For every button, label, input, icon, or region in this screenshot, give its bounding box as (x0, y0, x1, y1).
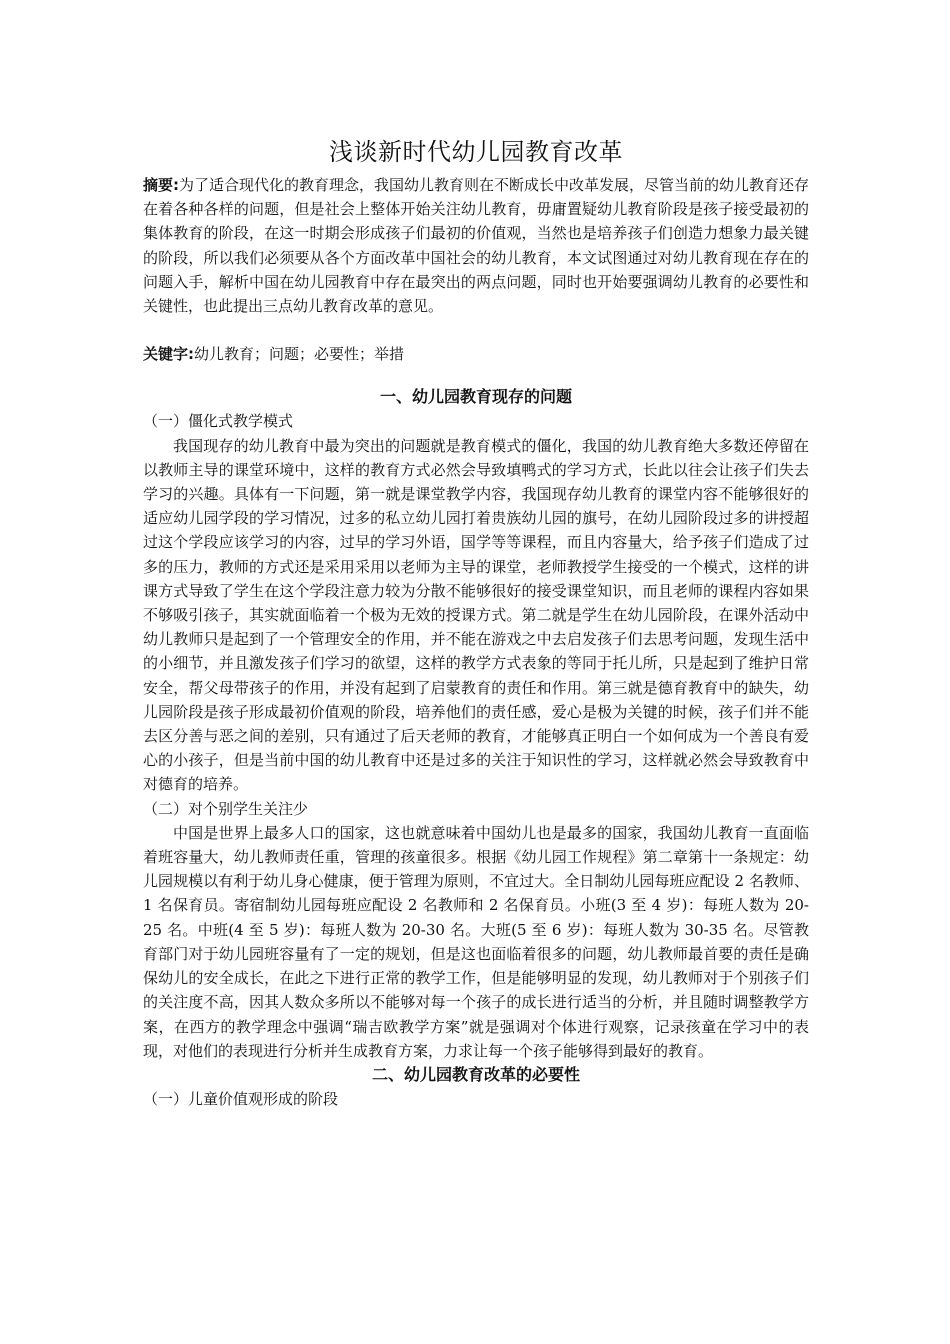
section-1-sub-1-body: 我国现存的幼儿教育中最为突出的问题就是教育模式的僵化，我国的幼儿教育绝大多数还停留在以教师主导的课堂环境中，这样的教育方式必然会导致填鸭式的学习方式，长此以往会让孩子们失去学习的兴趣。具体有一下问题，第一就是课堂教学内容，我国现存幼儿教育的课堂内容不能够很好的适应幼儿园学段的学习情况，过多的私立幼儿园打着贵族幼儿园的旗号，在幼儿园阶段过多的讲授超过这个学段应该学习的内容，过早的学习外语，国学等等课程，而且内容量大，给予孩子们造成了过多的压力，教师的方式还是采用采用以老师为主导的课堂，老师教授学生接受的一个模式，这样的讲课方式导致了学生在这个学段注意力较为分散不能够很好的接受课堂知识，而且老师的课程内容如果不够吸引孩子，其实就面临着一个极为无效的授课方式。第二就是学生在幼儿园阶段，在课外活动中幼儿教师只是起到了一个管理安全的作用，并不能在游戏之中去启发孩子们去思考问题，发现生活中的小细节，并且激发孩子们学习的欲望，这样的教学方式表象的等同于托儿所，只是起到了维护日常安全，帮父母带孩子的作用，并没有起到了启蒙教育的责任和作用。第三就是德育教育中的缺失，幼儿园阶段是孩子形成最初价值观的阶段，培养他们的责任感，爱心是极为关键的时候，孩子们并不能去区分善与恶之间的差别，只有通过了后天老师的教育，才能够真正明白一个如何成为一个善良有爱心的小孩子，但是当前中国的幼儿教育中还是过多的关注于知识性的学习，这样就必然会导致教育中对德育的培养。 (143, 436, 809, 794)
abstract-label: 摘要: (143, 176, 179, 194)
section-2-heading: 二、幼儿园教育改革的必要性 (371, 1064, 580, 1084)
section-1-sub-2-heading: （二）对个别学生关注少 (143, 799, 309, 818)
section-1-sub-2-body: 中国是世界上最多人口的国家，这也就意味着中国幼儿也是最多的国家，我国幼儿教育一直面临着班容量大，幼儿教师责任重，管理的孩童很多。根据《幼儿园工作规程》第二章第十一条规定：幼儿园规模以有利于幼儿身心健康，便于管理为原则，不宜过大。全日制幼儿园每班应配设 2 名教师、1 名保育员。寄宿制幼儿园每班应配设 2 名教师和 2 名保育员。小班(3 至 4 岁)：每班人数为 20-25 名。中班(4 至 5 岁)：每班人数为 20-30 名。大班(5 至 6 岁)：每班人数为 30-35 名。尽管教育部门对于幼儿园班容量有了一定的规划，但是这也面临着很多的问题，幼儿教师最首要的责任是确保幼儿的安全成长，在此之下进行正常的教学工作，但是能够明显的发现，幼儿教师对于个别孩子们的关注度不高，因其人数众多所以不能够对每一个孩子的成长进行适当的分析，并且随时调整教学方案，在西方的教学理念中强调“瑞吉欧教学方案”就是强调对个体进行观察，记录孩童在学习中的表现，对他们的表现进行分析并生成教育方案，力求让每一个孩子能够得到最好的教育。 (143, 823, 809, 1060)
section-1-sub-1-heading: （一）僵化式教学模式 (143, 412, 294, 431)
section-1-heading: 一、幼儿园教育现存的问题 (379, 387, 572, 407)
abstract-paragraph (143, 173, 809, 318)
keywords-paragraph (143, 342, 809, 366)
document-content (143, 132, 809, 1111)
section-2-sub-1-heading: （一）儿童价值观形成的阶段 (143, 1089, 339, 1108)
abstract-text: 为了适合现代化的教育理念，我国幼儿教育则在不断成长中改革发展，尽管当前的幼儿教育还存在着各种各样的问题，但是社会上整体开始关注幼儿教育，毋庸置疑幼儿教育阶段是孩子接受最初的集体教育的阶段，在这一时期会形成孩子们最初的价值观，当然也是培养孩子们创造力想象力最关键的阶段，所以我们必须要从各个方面改革中国社会的幼儿教育，本文试图通过对幼儿教育现在存在的问题入手，解析中国在幼儿园教育中存在最突出的两点问题，同时也开始要强调幼儿教育的必要性和关键性，也此提出三点幼儿教育改革的意见。 (143, 176, 810, 316)
keywords-text: 幼儿教育；问题；必要性；举措 (194, 345, 405, 364)
document-title: 浅谈新时代幼儿园教育改革 (329, 138, 623, 166)
keywords-label: 关键字: (143, 345, 194, 364)
